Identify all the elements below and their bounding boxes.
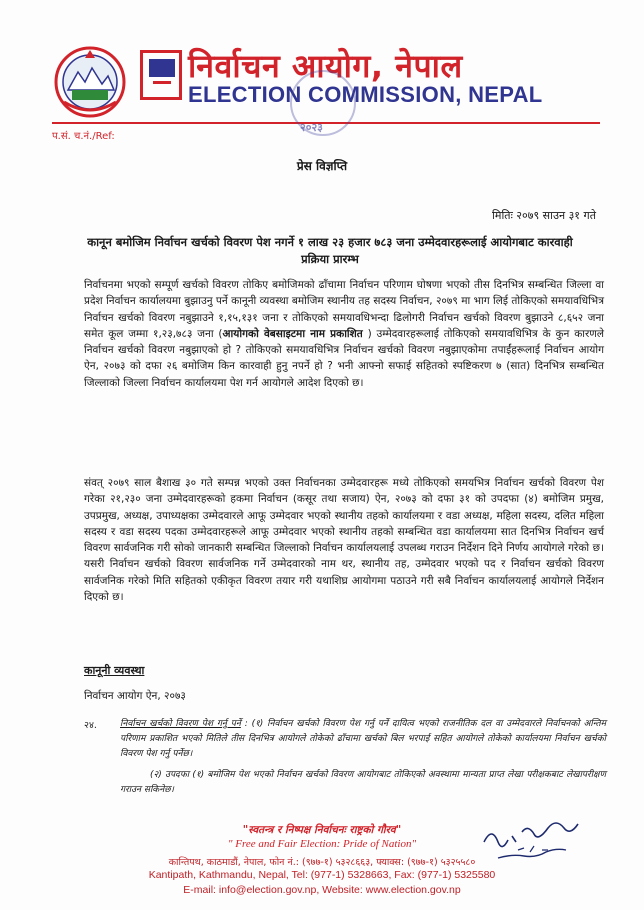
- commission-title-en: ELECTION COMMISSION, NEPAL: [188, 82, 543, 107]
- clause-1: निर्वाचन खर्चको विवरण पेश गर्नु पर्ने : (१) निर्वाचन खर्चको विवरण पेश गर्नु पर्ने दायित्व भएको राजनीतिक दल वा उम्मेदवारले निर्वाचनको अन्तिम परिणाम प्रकाशित भएको मितिले तीस दिनभित्र आयोगले तोकेको ढाँचामा खर्चको बिल भरपाई सहित आयोगले तोकेको कार्यालयमा निर्वाचन खर्चको विवरण पेश गर्नु पर्नेछ।: [120, 719, 606, 759]
- section-number: २४.: [84, 720, 97, 731]
- headline: कानून बमोजिम निर्वाचन खर्चको विवरण पेश नगर्ने १ लाख २३ हजार ७८३ जना उम्मेदवारहरूलाई आयोगबाट कारवाही प्रक्रिया प्रारम्भ: [87, 235, 573, 266]
- paragraph-1: निर्वाचनमा भएको सम्पूर्ण खर्चको विवरण तोकिए बमोजिमको ढाँचामा निर्वाचन परिणाम घोषणा भएको तीस दिनभित्र सम्बन्धित जिल्ला वा प्रदेश निर्वाचन कार्यालयमा बुझाउनु पर्ने कानूनी व्यवस्था बमोजिम स्थानीय तह सदस्य निर्वाचन, २०७९ मा भाग लिई तोकिएको समयावधिभित्र निर्वाचन खर्चको विवरण नबुझाउने १,१५,१३१ जना र तोकिएको समयावधिभन्दा ढिलोगरी निर्वाचन खर्चको विवरण बुझाउने ८,६५२ जना समेत कूल जम्मा १,२३,७८३ जना (आयोगको वेबसाइटमा नाम प्रकाशित ) उम्मेदवारहरूलाई तोकिएको समयावधिभित्र के कुन कारणले निर्वाचन खर्चको विवरण नबुझाएको हो ? तोकिएको समयावधिभित्र निर्वाचन खर्चको विवरण नबुझाएकोमा तपाईंहरूलाई निर्वाचन आयोग ऐन, २०७३ को दफा २६ बमोजिम किन कारवाही हुनु नपर्ने हो ? भनी आफ्नो सफाई सहितको स्पष्टिकरण ७ (सात) दिनभित्र सम्बन्धित जिल्लाको जिल्ला निर्वाचन कार्यालयमा पेश गर्न आयोगले आदेश दिएको छ।: [84, 279, 604, 389]
- press-release-title: प्रेस विज्ञप्ति: [296, 159, 348, 173]
- address-en: Kantipath, Kathmandu, Nepal, Tel: (977-1) 5328663, Fax: (977-1) 5325580: [148, 869, 496, 881]
- paragraph-2: संवत् २०७९ साल बैशाख ३० गते सम्पन्न भएको उक्त निर्वाचनका उम्मेदवारहरू मध्ये तोकिएको समयभित्र निर्वाचन खर्चको विवरण पेश गरेका २१,२३० जना उम्मेदवारहरूको हकमा निर्वाचन (कसूर तथा सजाय) ऐन, २०७३ को दफा ३१ को उपदफा (४) बमोजिम प्रमुख, उपप्रमुख, अध्यक्ष, उपाध्यक्षका उम्मेदवारले आफू उम्मेदवार भएको स्थानीय तहको कार्यालयमा र वडा अध्यक्ष, महिला सदस्य, दलित महिला सदस्य र वडा सदस्य पदका उम्मेदवारहरूले आफू उम्मेदवार भएको स्थानीय तहको सम्बन्धित वडा कार्यालयमा सात दिनभित्र निर्वाचन खर्च विवरण सार्वजनिक गरी सोको जानकारी सम्बन्धित जिल्लाको निर्वाचन कार्यालयलाई उपलब्ध गराउन निर्देशन दिने निर्णय आयोगले गरेको छ। यसरी निर्वाचन खर्चको विवरण सार्वजनिक गर्ने उम्मेदवारको नाम थर, स्थानीय तह, उम्मेदवार भएको पद र निर्वाचन खर्चको विवरण सार्वजनिक गरेको मिति सहितको एकीकृत विवरण तयार गरी यथाशिघ्र आयोगमा पठाउने गरी सबै निर्वाचन कार्यालयलाई आयोगले निर्देशन दिएको छ।: [84, 477, 604, 604]
- slogan-en: " Free and Fair Election: Pride of Nation": [227, 838, 417, 850]
- act-name: निर्वाचन आयोग ऐन, २०७३: [84, 690, 186, 702]
- ballot-box-icon: [140, 50, 182, 100]
- website-published-note: आयोगको वेबसाइटमा नाम प्रकाशित: [222, 327, 363, 340]
- slogan-np: "स्वतन्त्र र निष्पक्ष निर्वाचनः राष्ट्रको गौरव": [242, 824, 402, 836]
- stamp-year: २०२३: [300, 121, 323, 134]
- reference-label: प.सं. च.नं./Ref:: [52, 131, 115, 142]
- nepal-emblem-icon: [52, 44, 128, 120]
- clause-2: (२) उपदफा (१) बमोजिम पेश भएको निर्वाचन खर्चको विवरण आयोगबाट तोकिएको अवस्थामा मान्यता प्राप्त लेखा परीक्षकबाट लेखापरीक्षण गराउन सकिनेछ।: [120, 770, 606, 795]
- release-date: मितिः २०७९ साउन ३१ गते: [492, 209, 596, 222]
- commission-title-np: निर्वाचन आयोग, नेपाल: [188, 47, 463, 85]
- clause-1-heading: निर्वाचन खर्चको विवरण पेश गर्नु पर्ने: [120, 719, 241, 729]
- contact-info: E-mail: info@election.gov.np, Website: www.election.gov.np: [183, 884, 461, 896]
- legal-provision-heading: कानूनी व्यवस्था: [84, 664, 145, 677]
- address-np: कान्तिपथ, काठमाडौं, नेपाल, फोन नं.: (९७७-१) ५३२८६६३, फ्याक्स: (९७७-१) ५३२५५८०: [168, 857, 476, 868]
